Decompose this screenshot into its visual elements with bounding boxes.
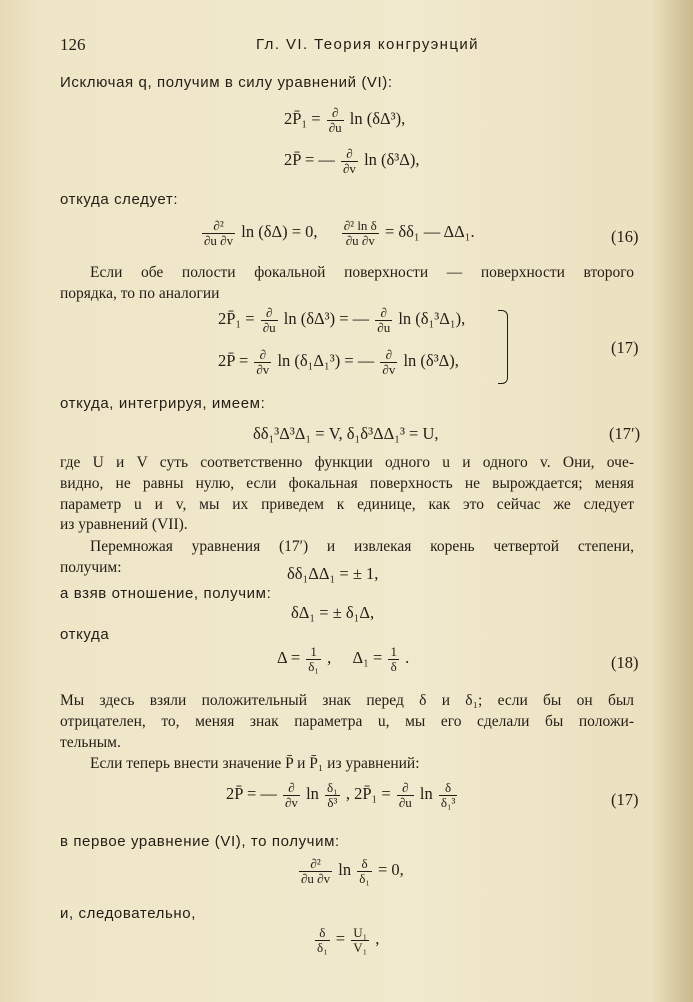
eq-part: ln (δΔ³) = — bbox=[283, 308, 370, 328]
eq-part: , 2P̄₁ = bbox=[345, 783, 391, 803]
text-line: Исключая q, получим в силу уравнений (VI): bbox=[60, 74, 393, 91]
equation: Δ = $\frac{1}{\text{δ₁}}$ , Δ₁ = $\frac{1}{\delta}$ . bbox=[277, 644, 410, 674]
text-line: в первое уравнение (VI), то получим: bbox=[60, 833, 340, 850]
equation-number: (16) bbox=[611, 227, 639, 246]
fraction: $\frac{\partial}{\partial v}$ bbox=[382, 347, 396, 377]
eq-part: ln (δΔ) = 0, bbox=[241, 221, 318, 241]
fraction: $\frac{\text{U₁}}{\text{V₁}}$ bbox=[353, 925, 368, 955]
equation-number: (17) bbox=[611, 338, 639, 357]
eq-rhs: ln (δ³Δ), bbox=[403, 350, 459, 370]
equation: $\frac{\text{∂²}}{\partial u \partial v}$ ln $\frac{\delta}{\text{δ₁}}$ = 0, bbox=[301, 856, 404, 886]
fraction: $\frac{\partial}{\partial u}$ bbox=[398, 780, 412, 810]
fraction: $\frac{\delta}{\text{δ₁³}}$ bbox=[440, 780, 456, 810]
fraction: $\frac{\partial}{\partial v}$ bbox=[285, 780, 298, 810]
equation: 2P̄ = — $\frac{\partial}{\partial v}$ ln $\frac{\text{δ₁}}{\text{δ³}}$ , 2P̄₁ = $\frac{\partial}{\partial u}$ ln $\frac{\delta}{\text{δ₁³}}$ bbox=[226, 780, 456, 810]
fraction: $\frac{\partial}{\partial v}$ bbox=[256, 347, 270, 377]
eq-lhs: 2P̄₁ = bbox=[284, 108, 321, 128]
paragraph: Если обе полости фокальной поверхности — поверхности второго порядка, то по аналогии bbox=[60, 264, 634, 302]
fraction: $\frac{\delta}{\text{δ₁}}$ bbox=[317, 925, 328, 955]
running-title: Гл. VI. Теория конгруэнций bbox=[256, 36, 479, 53]
paragraph: Если теперь внести значение P̄ и P̄₁ из уравнений: bbox=[90, 755, 420, 772]
eq-rhs: ln (δ₁³Δ₁), bbox=[398, 308, 466, 328]
fraction: $\frac{\text{∂² ln δ}}{\partial u \partial v}$ bbox=[343, 218, 377, 248]
fraction: $\frac{\partial}{\partial u}$ bbox=[377, 305, 391, 335]
eq-lhs: 2P̄ = — bbox=[284, 149, 335, 169]
eq-lhs: Δ₁ = bbox=[352, 647, 383, 667]
eq-part: = δδ₁ — ΔΔ₁. bbox=[384, 221, 475, 241]
equation bbox=[284, 106, 405, 134]
page-number: 126 bbox=[60, 35, 86, 54]
eq-lhs: Δ = bbox=[277, 647, 301, 667]
equation-number: (17) bbox=[611, 790, 639, 809]
equation: δΔ₁ = ± δ₁Δ, bbox=[291, 603, 375, 622]
equation bbox=[284, 147, 419, 175]
text-line: и, следовательно, bbox=[60, 905, 196, 922]
eq-rhs: ln (δΔ³), bbox=[349, 108, 406, 128]
fraction: $\frac{\text{δ₁}}{\text{δ³}}$ bbox=[327, 780, 338, 810]
paragraph: где U и V суть соответственно функции одного u и одного v. Они, оче- видно, не равны нулю, если фокальная поверхность не вырождается; меняя параметр u и v, мы их приведем к единице, как это сейчас же следует из уравнений (VII). bbox=[60, 454, 634, 534]
equation bbox=[218, 306, 465, 334]
system-brace bbox=[498, 310, 508, 384]
fraction: $\frac{\text{∂²}}{\partial u \partial v}$ bbox=[301, 856, 331, 886]
fraction: $\frac{\partial}{\partial v}$ bbox=[343, 146, 356, 176]
eq-lhs: 2P̄ = bbox=[218, 350, 249, 370]
equation bbox=[218, 348, 459, 376]
eq-rhs: ln (δ³Δ), bbox=[364, 149, 420, 169]
fraction: $\frac{1}{\delta}$ bbox=[390, 644, 397, 674]
eq-part: ln (δ₁Δ₁³) = — bbox=[277, 350, 375, 370]
text-line: откуда, интегрируя, имеем: bbox=[60, 395, 266, 412]
fraction: $\frac{1}{\text{δ₁}}$ bbox=[308, 644, 319, 674]
text-line: а взяв отношение, получим: bbox=[60, 585, 272, 602]
equation: δδ₁ΔΔ₁ = ± 1, bbox=[287, 564, 379, 583]
text-line: откуда следует: bbox=[60, 191, 179, 208]
text-line: откуда bbox=[60, 626, 110, 643]
equation bbox=[200, 219, 475, 247]
eq-lhs: 2P̄ = — bbox=[226, 783, 277, 803]
equation-number: (18) bbox=[611, 653, 639, 672]
paragraph: Мы здесь взяли положительный знак перед δ и δ₁; если бы он был отрицателен, то, меняя знак параметра u, мы его сделали бы положи- тельным. bbox=[60, 692, 634, 751]
equation: δδ₁³Δ³Δ₁ = V, δ₁δ³ΔΔ₁³ = U, bbox=[253, 424, 439, 443]
fraction: $\frac{\partial}{\partial u}$ bbox=[328, 105, 342, 135]
eq-lhs: 2P̄₁ = bbox=[218, 308, 255, 328]
fraction: $\frac{\text{∂²}}{\partial u \partial v}$ bbox=[204, 218, 234, 248]
equation-number: (17′) bbox=[609, 424, 641, 443]
equation: $\frac{\delta}{\text{δ₁}}$ = $\frac{\text{U₁}}{\text{V₁}}$ , bbox=[317, 925, 380, 955]
paragraph: Перемножая уравнения (17′) и извлекая корень четвертой степени, получим: bbox=[60, 538, 634, 576]
fraction: $\frac{\partial}{\partial u}$ bbox=[262, 305, 276, 335]
fraction: $\frac{\delta}{\text{δ₁}}$ bbox=[359, 856, 370, 886]
